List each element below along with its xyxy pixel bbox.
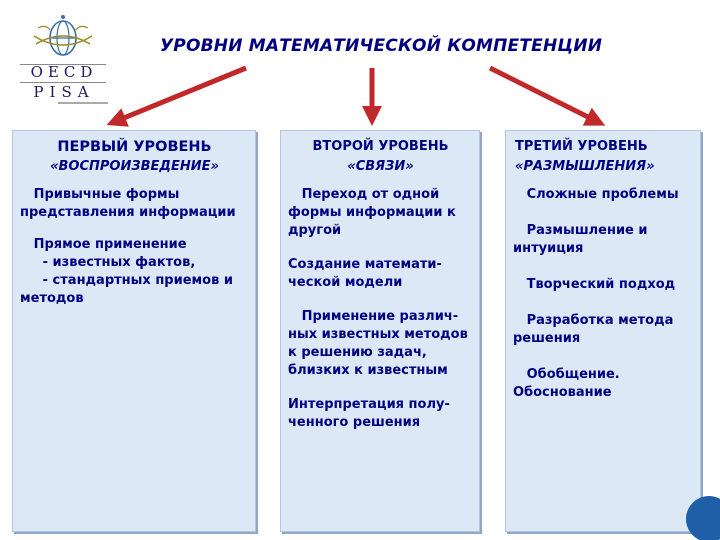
level-2-heading: ВТОРОЙ УРОВЕНЬ (312, 139, 449, 154)
level-1-paragraph: Привычные формы представления информации (20, 187, 236, 220)
level-2-paragraph: Интерпретация полу-ченного решения (288, 397, 450, 430)
level-3-heading: ТРЕТИЙ УРОВЕНЬ (515, 139, 648, 154)
logo-org-text: OECD (30, 63, 98, 81)
level-3-panel (505, 130, 701, 532)
level-2-paragraph: Применение различ-ных известных методов к решению задач, близких к известным (288, 309, 473, 378)
arrow-to-level-1 (114, 68, 246, 122)
level-2-subtitle: «СВЯЗИ» (347, 159, 414, 174)
level-1-heading: ПЕРВЫЙ УРОВЕНЬ (57, 139, 212, 155)
level-3-paragraph: Творческий подход (513, 277, 676, 292)
level-1-panel (12, 130, 256, 532)
level-3-subtitle: «РАЗМЫШЛЕНИЯ» (515, 159, 655, 174)
level-1-paragraph: Прямое применение - известных фактов, - стандартных приемов и методов (20, 237, 233, 306)
level-3-paragraph: Сложные проблемы (513, 187, 679, 202)
page-title: УРОВНИ МАТЕМАТИЧЕСКОЙ КОМПЕТЕНЦИИ (160, 36, 603, 56)
level-2-panel (280, 130, 480, 532)
logo-program-text: PISA (33, 83, 95, 101)
level-2-paragraph: Создание математи-ческой модели (288, 257, 442, 290)
level-1-subtitle: «ВОСПРОИЗВЕДЕНИЕ» (50, 159, 219, 174)
level-3-paragraph: Разработка метода решения (513, 313, 678, 346)
arrows-layer (0, 0, 720, 140)
corner-decoration (686, 496, 720, 540)
level-2-paragraph: Переход от одной формы информации к другой (288, 187, 461, 238)
level-3-paragraph: Обобщение. Обоснование (513, 367, 625, 400)
arrow-to-level-3 (490, 68, 598, 122)
level-3-paragraph: Размышление и интуиция (513, 223, 653, 256)
